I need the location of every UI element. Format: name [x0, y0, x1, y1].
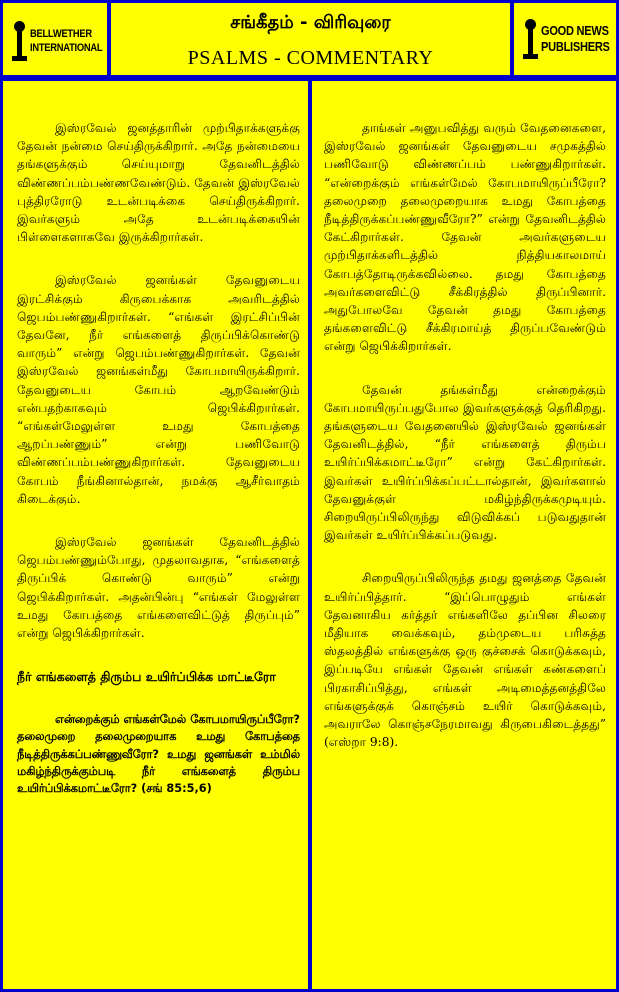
- scripture-verse: என்றைக்கும் எங்கள்மேல் கோபமாயிருப்பீரோ? தலைமுறை தலைமுறையாக உமது கோபத்தை நீடித்திருக்கப்பண்ணுவீரோ? உமது ஜனங்கள் உம்மில் மகிழ்ந்திருக்கும்படி நீர் எங்களைத் திரும்ப உயிர்ப்பிக்கமாட்டீரோ? (சங் 85:5,6): [17, 713, 300, 796]
- bellwether-logo: [11, 21, 115, 61]
- bellwether-logo-line1: BELLWETHER: [30, 28, 92, 40]
- bellwether-logo-box: [0, 0, 110, 78]
- page-title-english: PSALMS - COMMENTARY: [187, 47, 434, 69]
- bellwether-logo-line2: INTERNATIONAL: [30, 42, 103, 54]
- good-news-logo-icon: [522, 19, 538, 59]
- right-paragraph-1: தாங்கள் அனுபவித்து வரும் வேதனைகளை, இஸ்ரவேல் ஜனங்கள் தேவனுடைய சமுகத்தில் பணிவோடு விண்ணப்பம் பண்ணுகிறார்கள். “என்றைக்கும் எங்கள்மேல் கோபமாயிருப்பீரோ? தலைமுறை தலைமுறையாக உமது கோபத்தை நீடித்திருக்கப்பண்ணுவீரோ?” என்று தேவனிடத்தில் கேட்கிறார்கள். தேவன் அவர்களுடைய முற்பிதாக்களிடத்தில் நித்தியகாலமாய் கோபத்தோடிருக்கவில்லை. தமது கோபத்தை அவர்களைவிட்டு சீக்கிரத்தில் திருப்பினார். அதுபோலவே தேவன் தமது கோபத்தை தங்களைவிட்டு சீக்கிரமாய்த் திருப்பவேண்டும் என்று ஜெபிக்கிறார்கள்.: [324, 121, 606, 354]
- right-column: [309, 78, 619, 992]
- left-column: [0, 78, 311, 992]
- right-paragraph-2: தேவன் தங்கள்மீது என்றைக்கும் கோபமாயிருப்பதுபோல இவர்களுக்குத் தெரிகிறது. தங்களுடைய வேதனையில் இஸ்ரவேல் ஜனங்கள் தேவனிடத்தில், “நீர் எங்களைத் திரும்ப உயிர்ப்பிக்கமாட்டீரோ” என்று கேட்கிறார்கள். இவர்கள் உயிர்ப்பிக்கப்பட்டால்தான், இவர்களால் தேவனுக்குள் மகிழ்ந்திருக்கமுடியும். சிறையிருப்பிலிருந்து விடுவிக்கப் படுவதுதான் இவர்கள் உயிர்ப்பிக்கப்படுவது.: [324, 382, 606, 543]
- page-title-tamil: சங்கீதம் - விரிவுரை: [230, 12, 391, 33]
- left-paragraph-2: இஸ்ரவேல் ஜனங்கள் தேவனுடைய இரட்சிக்கும் கிருபைக்காக அவரிடத்தில் ஜெபம்பண்ணுகிறார்கள். “எங்கள் இரட்சிப்பின் தேவனே, நீர் எங்களைத் திருப்பிக்கொண்டு வாரும்” என்று ஜெபம்பண்ணுகிறார்கள். தேவன் இஸ்ரவேல் ஜனங்கள்மீது கோபமாயிருக்கிறார். தேவனுடைய கோபம் ஆறவேண்டும் என்பதற்காகவும் ஜெபிக்கிறார்கள். “எங்கள்மேலுள்ள உமது கோபத்தை ஆறப்பண்ணும்” என்று பணிவோடு விண்ணப்பம்பண்ணுகிறார்கள். தேவனுடைய கோபம் நீங்கினால்தான், நமக்கு ஆசீர்வாதம் கிடைக்கும்.: [17, 273, 300, 506]
- good-news-logo-line1: GOOD NEWS: [541, 23, 609, 38]
- section-heading: நீர் எங்களைத் திரும்ப உயிர்ப்பிக்க மாட்டீரோ: [17, 669, 276, 685]
- bellwether-logo-icon: [11, 21, 27, 61]
- good-news-logo-box: [511, 0, 619, 78]
- left-paragraph-3: இஸ்ரவேல் ஜனங்கள் தேவனிடத்தில் ஜெபம்பண்ணும்போது, முதலாவதாக, “எங்களைத் திருப்பிக் கொண்டு வாரும்” என்று ஜெபிக்கிறார்கள். அதன்பின்பு “எங்கள் மேலுள்ள உமது கோபத்தை எங்களைவிட்டுத் திருப்பும்” என்று ஜெபிக்கிறார்கள்.: [17, 535, 300, 641]
- left-paragraph-1: இஸ்ரவேல் ஜனத்தாரின் முற்பிதாக்களுக்கு தேவன் நன்மை செய்திருக்கிறார். அதே நன்மையை தங்களுக்கும் செய்யுமாறு தேவனிடத்தில் விண்ணப்பம்பண்ணவேண்டும். தேவன் இஸ்ரவேல் புத்திரரோடு உடன்படிக்கை செய்திருக்கிறார். இவர்களும் அதே உடன்படிக்கையின் பிள்ளைகளாகவே இருக்கிறார்கள்.: [17, 121, 300, 245]
- right-paragraph-3: சிறையிருப்பிலிருந்த தமது ஜனத்தை தேவன் உயிர்ப்பித்தார். “இப்பொழுதும் எங்கள் தேவனாகிய கர்த்தர் எங்களிலே தப்பின சிலரை மீதியாக வைக்கவும், தம்முடைய பரிசுத்த ஸ்தலத்தில் எங்களுக்கு ஒரு குச்சைக் கொடுக்கவும், இப்படியே எங்கள் தேவன் எங்கள் கண்களைப் பிரகாசிப்பித்து, எங்கள் அடிமைத்தனத்திலே எங்களுக்குக் கொஞ்சம் உயிர் கொடுக்கவும், அவராலே கொஞ்சநேரமாவது கிருபைகிடைத்தது” (எஸ்றா 9:8).: [324, 571, 606, 750]
- good-news-logo: [522, 19, 619, 59]
- title-box: [108, 0, 513, 78]
- good-news-logo-line2: PUBLISHERS: [541, 39, 610, 54]
